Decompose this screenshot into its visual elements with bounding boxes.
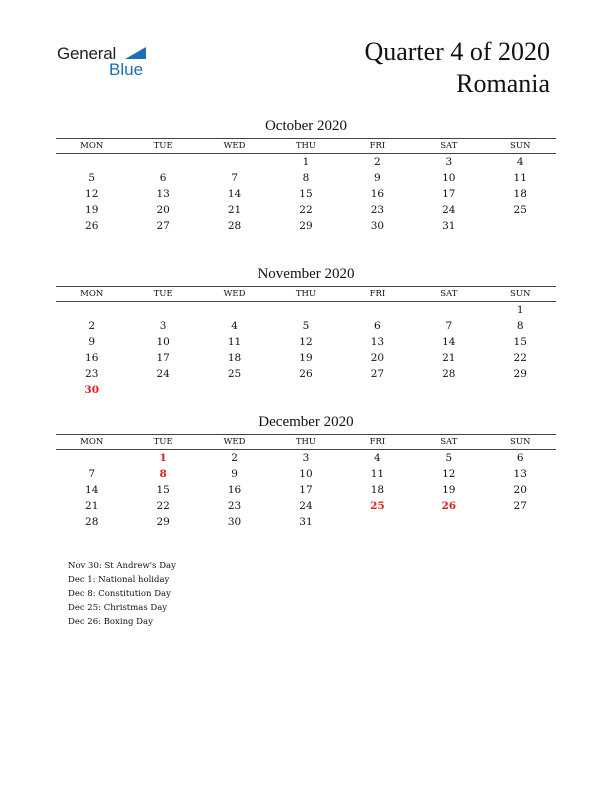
- week-row: [56, 334, 556, 350]
- day-cell: 3: [302, 452, 310, 464]
- day-cell: [270, 382, 341, 398]
- title-country: Romania: [456, 69, 550, 98]
- weekday-label: FRI: [369, 437, 386, 447]
- day-cell: 26: [299, 368, 313, 380]
- day-cell: 12: [442, 468, 456, 480]
- weekday-label: MON: [80, 141, 104, 151]
- day-cell: 22: [299, 204, 313, 216]
- weekday-label: WED: [223, 289, 246, 299]
- day-cell: [199, 154, 270, 170]
- day-cell: 2: [374, 156, 381, 168]
- week-row: [56, 318, 556, 334]
- day-cell: 16: [227, 484, 242, 496]
- holiday-day-cell: 26: [441, 500, 457, 512]
- holiday-note: Dec 1: National holiday: [68, 575, 170, 585]
- day-cell: 29: [299, 220, 313, 232]
- title-quarter: Quarter 4 of 2020: [364, 37, 550, 66]
- day-cell: 21: [442, 352, 456, 364]
- week-row: [56, 482, 556, 498]
- day-cell: 13: [156, 188, 170, 200]
- day-cell: 23: [85, 368, 99, 380]
- holiday-day-cell: 25: [370, 500, 385, 512]
- day-cell: 15: [156, 484, 170, 496]
- day-cell: 6: [159, 172, 167, 184]
- week-row: [56, 366, 556, 382]
- day-cell: 10: [442, 172, 456, 184]
- day-cell: 9: [88, 336, 96, 348]
- day-cell: 4: [231, 320, 238, 332]
- weekday-label: SAT: [440, 141, 458, 151]
- day-cell: [127, 154, 198, 170]
- weekday-label: THU: [295, 437, 317, 447]
- weekday-label: WED: [223, 141, 246, 151]
- holiday-notes: [68, 559, 176, 629]
- day-cell: 5: [302, 320, 310, 332]
- week-row: [56, 382, 556, 398]
- weekday-label: SUN: [510, 141, 531, 151]
- day-cell: 20: [513, 484, 527, 496]
- weekday-label: SUN: [510, 437, 531, 447]
- day-cell: 8: [302, 172, 310, 184]
- logo-triangle-icon: [125, 47, 146, 59]
- day-cell: 28: [442, 368, 456, 380]
- holiday-note: Dec 8: Constitution Day: [68, 589, 171, 599]
- month-title: November 2020: [257, 266, 355, 282]
- day-cell: 14: [227, 188, 242, 200]
- day-cell: [342, 302, 413, 318]
- day-cell: 10: [156, 336, 170, 348]
- day-cell: [199, 382, 270, 398]
- month-title: October 2020: [264, 118, 348, 134]
- day-cell: [342, 514, 413, 530]
- generalblue-logo: [57, 44, 157, 84]
- day-cell: 13: [513, 468, 527, 480]
- day-cell: 20: [156, 204, 170, 216]
- day-cell: 7: [231, 172, 238, 184]
- weekday-label: MON: [80, 289, 104, 299]
- day-cell: 28: [85, 516, 99, 528]
- week-row: [56, 154, 556, 170]
- week-row: [56, 186, 556, 202]
- week-row: [56, 202, 556, 218]
- day-cell: [413, 302, 484, 318]
- day-cell: 15: [513, 336, 527, 348]
- day-cell: 11: [227, 336, 242, 348]
- day-cell: 4: [516, 156, 524, 168]
- day-cell: 24: [156, 368, 170, 380]
- week-row: [56, 450, 556, 466]
- day-cell: [127, 382, 198, 398]
- weekday-label: TUE: [153, 437, 173, 447]
- weekday-label: TUE: [153, 141, 173, 151]
- page-title: [364, 36, 550, 100]
- day-cell: 17: [156, 352, 170, 364]
- day-cell: 28: [227, 220, 242, 232]
- day-cell: 7: [445, 320, 453, 332]
- day-cell: [413, 514, 484, 530]
- day-cell: 27: [370, 368, 385, 380]
- day-cell: 29: [513, 368, 527, 380]
- day-cell: [56, 154, 127, 170]
- weekday-label: THU: [295, 141, 317, 151]
- weekday-header-row: [56, 138, 556, 154]
- weekday-label: SAT: [440, 437, 458, 447]
- weekday-header-row: [56, 286, 556, 302]
- day-cell: 18: [370, 484, 385, 496]
- day-cell: 18: [513, 188, 527, 200]
- day-cell: 9: [374, 172, 381, 184]
- day-cell: [199, 302, 270, 318]
- day-cell: 23: [227, 500, 242, 512]
- day-cell: 10: [299, 468, 313, 480]
- day-cell: 11: [370, 468, 385, 480]
- day-cell: [485, 218, 556, 234]
- day-cell: 12: [299, 336, 313, 348]
- day-cell: 5: [88, 172, 96, 184]
- day-cell: 21: [85, 500, 99, 512]
- weekday-label: SUN: [510, 289, 531, 299]
- day-cell: [413, 382, 484, 398]
- day-cell: 31: [442, 220, 456, 232]
- week-row: [56, 350, 556, 366]
- weekday-label: SAT: [440, 289, 458, 299]
- day-cell: 3: [445, 156, 453, 168]
- holiday-day-cell: 1: [159, 452, 167, 464]
- weekday-label: TUE: [153, 289, 173, 299]
- weekday-label: WED: [223, 437, 246, 447]
- day-cell: 19: [85, 204, 99, 216]
- day-cell: 30: [227, 516, 242, 528]
- logo-general-text: General: [57, 44, 117, 63]
- day-cell: 11: [513, 172, 527, 184]
- month-december: [56, 412, 556, 530]
- day-cell: 14: [85, 484, 99, 496]
- day-cell: 25: [227, 368, 242, 380]
- day-cell: [485, 382, 556, 398]
- logo-blue-text: Blue: [109, 60, 144, 79]
- day-cell: 8: [516, 320, 524, 332]
- month-october: [56, 116, 556, 234]
- day-cell: 18: [227, 352, 242, 364]
- week-row: [56, 514, 556, 530]
- day-cell: 4: [374, 452, 381, 464]
- day-cell: 26: [85, 220, 99, 232]
- day-cell: 23: [370, 204, 385, 216]
- week-row: [56, 466, 556, 482]
- day-cell: 7: [88, 468, 96, 480]
- day-cell: 25: [513, 204, 527, 216]
- day-cell: 16: [85, 352, 99, 364]
- weekday-label: FRI: [369, 289, 386, 299]
- month-november: [56, 264, 556, 398]
- day-cell: 31: [299, 516, 313, 528]
- day-cell: 2: [231, 452, 238, 464]
- day-cell: 30: [370, 220, 385, 232]
- holiday-day-cell: 30: [84, 384, 100, 396]
- holiday-note: Nov 30: St Andrew's Day: [68, 561, 176, 571]
- day-cell: [485, 514, 556, 530]
- month-title: December 2020: [258, 414, 354, 430]
- day-cell: 13: [370, 336, 385, 348]
- day-cell: 2: [88, 320, 96, 332]
- day-cell: 29: [156, 516, 170, 528]
- holiday-day-cell: 8: [159, 468, 167, 480]
- day-cell: 14: [442, 336, 456, 348]
- holiday-note: Dec 25: Christmas Day: [68, 603, 168, 613]
- day-cell: 6: [516, 452, 524, 464]
- day-cell: 21: [227, 204, 242, 216]
- day-cell: 6: [374, 320, 381, 332]
- week-row: [56, 218, 556, 234]
- holiday-note: Dec 26: Boxing Day: [68, 617, 153, 627]
- day-cell: 22: [156, 500, 170, 512]
- weekday-label: MON: [80, 437, 104, 447]
- weekday-label: FRI: [369, 141, 386, 151]
- day-cell: [342, 382, 413, 398]
- day-cell: [56, 450, 127, 466]
- day-cell: 22: [513, 352, 527, 364]
- day-cell: 5: [445, 452, 453, 464]
- day-cell: 20: [370, 352, 385, 364]
- day-cell: 24: [442, 204, 456, 216]
- day-cell: 1: [516, 304, 524, 316]
- week-row: [56, 498, 556, 514]
- day-cell: 17: [299, 484, 313, 496]
- day-cell: [56, 302, 127, 318]
- day-cell: 24: [299, 500, 313, 512]
- weekday-header-row: [56, 434, 556, 450]
- week-row: [56, 302, 556, 318]
- day-cell: 19: [299, 352, 313, 364]
- day-cell: 9: [231, 468, 238, 480]
- day-cell: [127, 302, 198, 318]
- day-cell: 3: [159, 320, 167, 332]
- day-cell: 19: [442, 484, 456, 496]
- day-cell: 16: [370, 188, 385, 200]
- day-cell: 27: [156, 220, 170, 232]
- weekday-label: THU: [295, 289, 317, 299]
- day-cell: 12: [85, 188, 99, 200]
- day-cell: 17: [442, 188, 456, 200]
- day-cell: 15: [299, 188, 313, 200]
- week-row: [56, 170, 556, 186]
- day-cell: 27: [513, 500, 527, 512]
- day-cell: 1: [302, 156, 310, 168]
- day-cell: [270, 302, 341, 318]
